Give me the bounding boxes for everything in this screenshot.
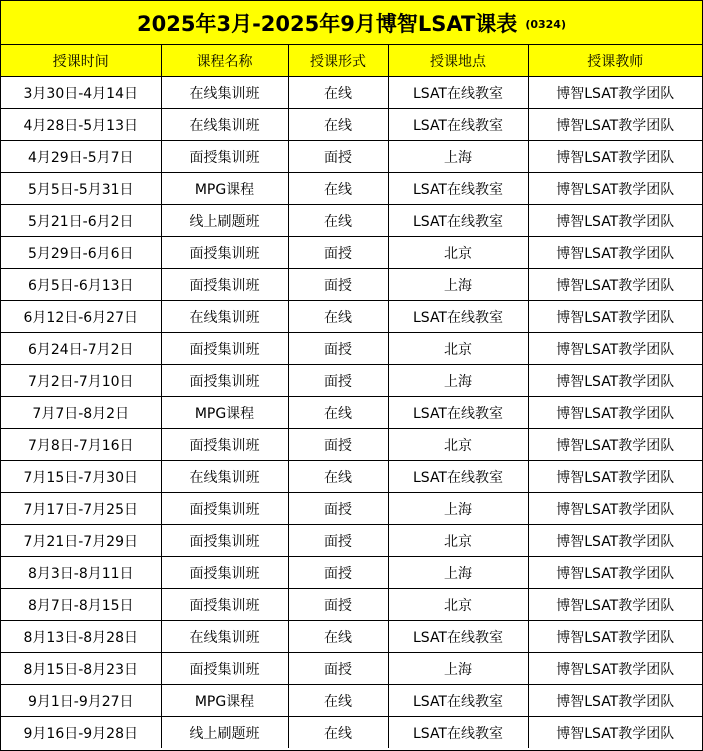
cell-time: 6月24日-7月2日 (1, 333, 161, 365)
cell-course: MPG课程 (161, 173, 288, 205)
cell-location: 北京 (388, 429, 528, 461)
header-teacher: 授课教师 (528, 45, 702, 77)
cell-teacher: 博智LSAT教学团队 (528, 493, 702, 525)
cell-location: LSAT在线教室 (388, 397, 528, 429)
cell-time: 8月13日-8月28日 (1, 621, 161, 653)
cell-location: 北京 (388, 333, 528, 365)
cell-format: 面授 (288, 493, 388, 525)
cell-location: 上海 (388, 269, 528, 301)
cell-course: 面授集训班 (161, 269, 288, 301)
cell-teacher: 博智LSAT教学团队 (528, 269, 702, 301)
cell-course: MPG课程 (161, 685, 288, 717)
cell-time: 3月30日-4月14日 (1, 77, 161, 109)
cell-format: 在线 (288, 461, 388, 493)
table-row (1, 717, 702, 749)
cell-format: 面授 (288, 333, 388, 365)
cell-teacher: 博智LSAT教学团队 (528, 621, 702, 653)
cell-format: 在线 (288, 717, 388, 749)
cell-location: 上海 (388, 365, 528, 397)
table-row (1, 77, 702, 109)
cell-location: LSAT在线教室 (388, 621, 528, 653)
cell-course: 线上刷题班 (161, 717, 288, 749)
cell-course: 面授集训班 (161, 333, 288, 365)
cell-location: LSAT在线教室 (388, 685, 528, 717)
cell-format: 面授 (288, 557, 388, 589)
cell-teacher: 博智LSAT教学团队 (528, 397, 702, 429)
cell-time: 7月2日-7月10日 (1, 365, 161, 397)
table-row (1, 173, 702, 205)
cell-time: 6月5日-6月13日 (1, 269, 161, 301)
cell-location: 上海 (388, 653, 528, 685)
table-row (1, 621, 702, 653)
cell-format: 面授 (288, 237, 388, 269)
cell-course: 面授集训班 (161, 557, 288, 589)
cell-time: 7月21日-7月29日 (1, 525, 161, 557)
table-row (1, 237, 702, 269)
table-row (1, 269, 702, 301)
cell-course: 面授集训班 (161, 365, 288, 397)
cell-location: LSAT在线教室 (388, 77, 528, 109)
cell-location: 北京 (388, 589, 528, 621)
cell-time: 5月29日-6月6日 (1, 237, 161, 269)
cell-time: 5月21日-6月2日 (1, 205, 161, 237)
table-row (1, 589, 702, 621)
cell-course: 在线集训班 (161, 461, 288, 493)
table-row (1, 365, 702, 397)
header-row (1, 45, 702, 77)
cell-teacher: 博智LSAT教学团队 (528, 557, 702, 589)
schedule-table (1, 45, 702, 748)
cell-course: 在线集训班 (161, 77, 288, 109)
cell-teacher: 博智LSAT教学团队 (528, 301, 702, 333)
cell-format: 面授 (288, 525, 388, 557)
cell-course: 在线集训班 (161, 621, 288, 653)
table-row (1, 653, 702, 685)
cell-format: 在线 (288, 397, 388, 429)
cell-course: 面授集训班 (161, 653, 288, 685)
header-course: 课程名称 (161, 45, 288, 77)
title-code: (0324) (525, 18, 566, 31)
table-row (1, 461, 702, 493)
cell-course: 面授集训班 (161, 525, 288, 557)
header-format: 授课形式 (288, 45, 388, 77)
header-time: 授课时间 (1, 45, 161, 77)
cell-teacher: 博智LSAT教学团队 (528, 77, 702, 109)
cell-time: 8月7日-8月15日 (1, 589, 161, 621)
cell-time: 4月29日-5月7日 (1, 141, 161, 173)
title-bar (1, 1, 702, 45)
cell-format: 面授 (288, 365, 388, 397)
cell-format: 在线 (288, 109, 388, 141)
cell-format: 面授 (288, 269, 388, 301)
cell-time: 8月15日-8月23日 (1, 653, 161, 685)
cell-location: 北京 (388, 237, 528, 269)
cell-location: 上海 (388, 557, 528, 589)
cell-teacher: 博智LSAT教学团队 (528, 333, 702, 365)
cell-time: 4月28日-5月13日 (1, 109, 161, 141)
cell-teacher: 博智LSAT教学团队 (528, 205, 702, 237)
cell-location: 上海 (388, 141, 528, 173)
cell-format: 在线 (288, 685, 388, 717)
cell-format: 在线 (288, 173, 388, 205)
page-title: 2025年3月-2025年9月博智LSAT课表 (137, 11, 518, 36)
cell-teacher: 博智LSAT教学团队 (528, 141, 702, 173)
cell-format: 面授 (288, 653, 388, 685)
cell-time: 6月12日-6月27日 (1, 301, 161, 333)
cell-time: 7月17日-7月25日 (1, 493, 161, 525)
cell-location: 上海 (388, 493, 528, 525)
cell-time: 9月1日-9月27日 (1, 685, 161, 717)
cell-teacher: 博智LSAT教学团队 (528, 717, 702, 749)
table-row (1, 493, 702, 525)
cell-course: 面授集训班 (161, 589, 288, 621)
cell-teacher: 博智LSAT教学团队 (528, 685, 702, 717)
cell-time: 8月3日-8月11日 (1, 557, 161, 589)
cell-format: 在线 (288, 205, 388, 237)
cell-format: 面授 (288, 141, 388, 173)
cell-format: 面授 (288, 429, 388, 461)
cell-location: LSAT在线教室 (388, 717, 528, 749)
schedule-body (1, 77, 702, 749)
table-row (1, 429, 702, 461)
cell-location: LSAT在线教室 (388, 205, 528, 237)
cell-course: 面授集训班 (161, 429, 288, 461)
cell-teacher: 博智LSAT教学团队 (528, 429, 702, 461)
table-row (1, 109, 702, 141)
cell-time: 7月7日-8月2日 (1, 397, 161, 429)
cell-teacher: 博智LSAT教学团队 (528, 237, 702, 269)
cell-teacher: 博智LSAT教学团队 (528, 173, 702, 205)
table-row (1, 397, 702, 429)
cell-course: 面授集训班 (161, 237, 288, 269)
table-row (1, 557, 702, 589)
cell-time: 5月5日-5月31日 (1, 173, 161, 205)
cell-location: LSAT在线教室 (388, 109, 528, 141)
cell-course: 在线集训班 (161, 109, 288, 141)
cell-time: 7月8日-7月16日 (1, 429, 161, 461)
cell-format: 在线 (288, 621, 388, 653)
cell-course: 线上刷题班 (161, 205, 288, 237)
cell-format: 面授 (288, 589, 388, 621)
cell-location: 北京 (388, 525, 528, 557)
cell-location: LSAT在线教室 (388, 173, 528, 205)
header-location: 授课地点 (388, 45, 528, 77)
cell-time: 9月16日-9月28日 (1, 717, 161, 749)
table-row (1, 333, 702, 365)
cell-location: LSAT在线教室 (388, 461, 528, 493)
cell-teacher: 博智LSAT教学团队 (528, 109, 702, 141)
cell-teacher: 博智LSAT教学团队 (528, 461, 702, 493)
cell-location: LSAT在线教室 (388, 301, 528, 333)
cell-format: 在线 (288, 77, 388, 109)
cell-teacher: 博智LSAT教学团队 (528, 525, 702, 557)
cell-teacher: 博智LSAT教学团队 (528, 365, 702, 397)
table-row (1, 525, 702, 557)
cell-course: 面授集训班 (161, 141, 288, 173)
table-row (1, 141, 702, 173)
cell-format: 在线 (288, 301, 388, 333)
table-row (1, 685, 702, 717)
cell-course: MPG课程 (161, 397, 288, 429)
cell-course: 在线集训班 (161, 301, 288, 333)
cell-time: 7月15日-7月30日 (1, 461, 161, 493)
cell-teacher: 博智LSAT教学团队 (528, 653, 702, 685)
table-row (1, 205, 702, 237)
table-row (1, 301, 702, 333)
cell-teacher: 博智LSAT教学团队 (528, 589, 702, 621)
cell-course: 面授集训班 (161, 493, 288, 525)
